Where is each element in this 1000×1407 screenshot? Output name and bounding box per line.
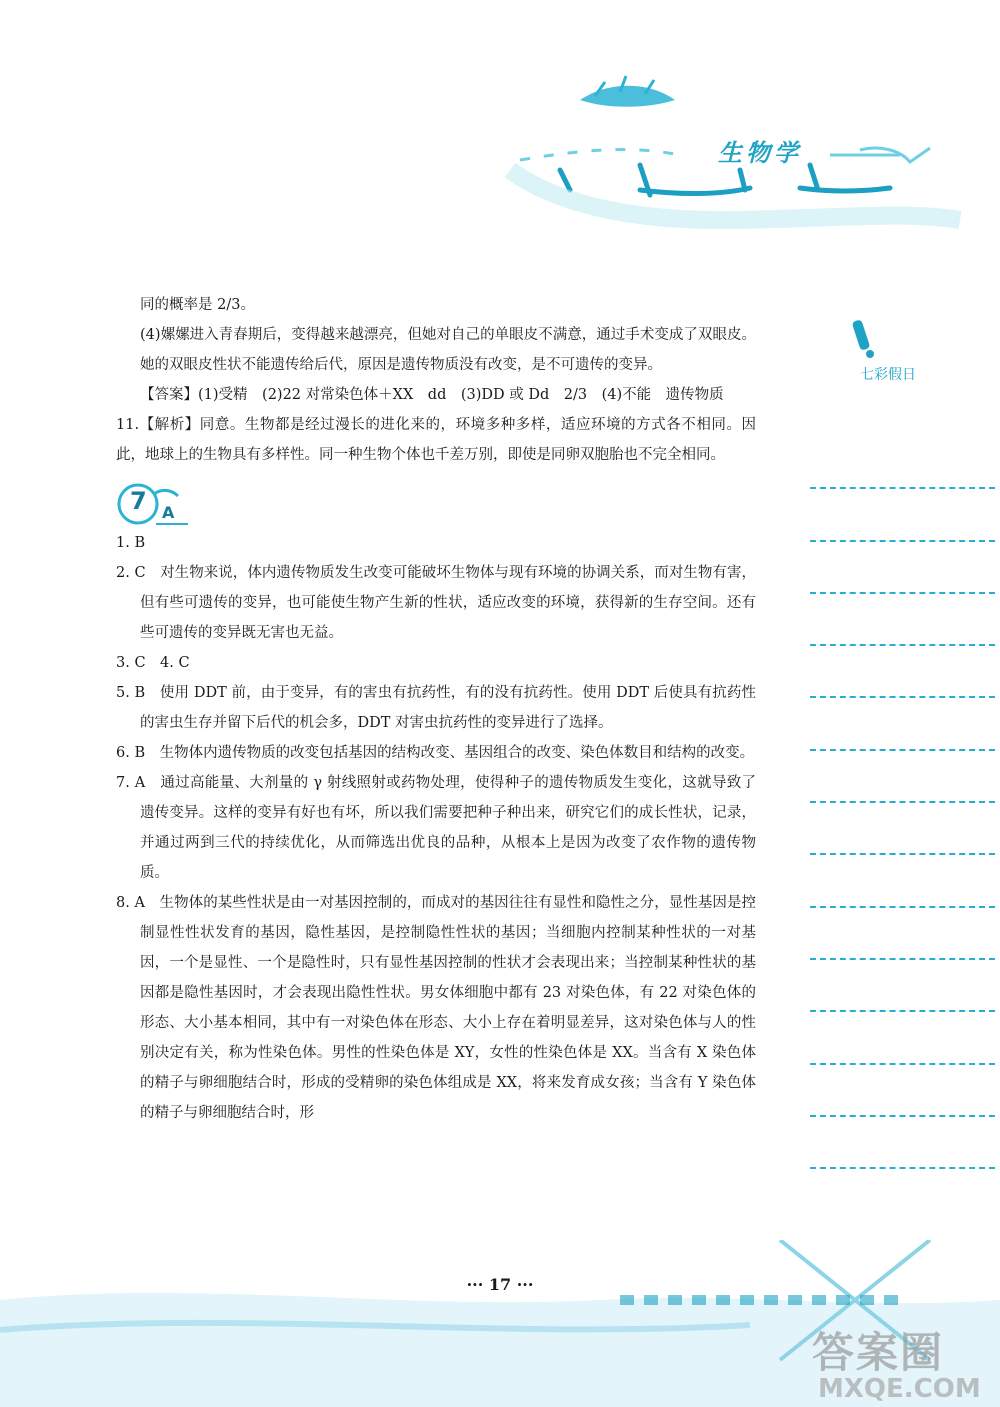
note-line	[810, 1012, 995, 1064]
section-badge-number: 7	[130, 487, 147, 515]
answer-content	[116, 290, 756, 1128]
answer-item: 1. B	[116, 535, 146, 551]
answer-item: 3. C 4. C	[116, 655, 190, 671]
subject-title: 生物学	[718, 139, 802, 167]
section-badge-letter: A	[162, 503, 175, 522]
paragraph: (4)嫘嫘进入青春期后，变得越来越漂亮，但她对自己的单眼皮不满意，通过手术变成了双眼皮。她的双眼皮性状不能遗传给后代，原因是遗传物质没有改变，是不可遗传的变异。	[140, 327, 756, 373]
answer-item: 6. B 生物体内遗传物质的改变包括基因的结构改变、基因组合的改变、染色体数目和结构的改变。	[116, 745, 755, 761]
note-line	[810, 1065, 995, 1117]
note-line	[810, 594, 995, 646]
note-line	[810, 855, 995, 907]
answer-key: 【答案】(1)受精 (2)22 对常染色体＋XX dd (3)DD 或 Dd 2/3 (4)不能 遗传物质	[140, 387, 724, 403]
note-line	[810, 1117, 995, 1169]
answer-item: 5. B 使用 DDT 前，由于变异，有的害虫有抗药性，有的没有抗药性。使用 DDT 后使具有抗药性的害虫生存并留下后代的机会多，DDT 对害虫抗药性的变异进行了选择。	[116, 685, 756, 731]
watermark-text: 答案圈	[812, 1328, 945, 1377]
watermark-url: MXQE.COM	[818, 1374, 981, 1404]
note-line	[810, 803, 995, 855]
pen-icon	[842, 316, 882, 362]
answer-item: 7. A 通过高能量、大剂量的 γ 射线照射或药物处理，使得种子的遗传物质发生变化，这就导致了遗传变异。这样的变异有好也有坏，所以我们需要把种子种出来，研究它们的成长性状，记录，并通过两到三代的持续优化，从而筛选出优良的品种，从根本上是因为改变了农作物的遗传物质。	[116, 775, 756, 881]
answer-item: 2. C 对生物来说，体内遗传物质发生改变可能破坏生物体与现有环境的协调关系，而对生物有害，但有些可遗传的变异，也可能使生物产生新的性状，适应改变的环境，获得新的生存空间。还有些可遗传的变异既无害也无益。	[116, 565, 756, 641]
note-line	[810, 908, 995, 960]
paragraph: 同的概率是 2/3。	[140, 297, 255, 313]
note-line	[810, 751, 995, 803]
note-line	[810, 437, 995, 489]
brand-label: 七彩假日	[860, 367, 916, 383]
note-lines	[810, 437, 995, 1169]
note-line	[810, 960, 995, 1012]
answer-item: 8. A 生物体的某些性状是由一对基因控制的，而成对的基因往往有显性和隐性之分，显性基因是控制显性性状发育的基因，隐性基因，是控制隐性性状的基因；当细胞内控制某种性状的一对基因，一个是显性、一个是隐性时，只有显性基因控制的性状才会表现出来；当控制某种性状的基因都是隐性基因时，才会表现出隐性性状。男女体细胞中都有 23 对染色体，有 22 对染色体的形态、大小基本相同，其中有一对染色体在形态、大小上存在着明显差异，这对染色体与人的性别决定有关，称为性染色体。男性的性染色体是 XY，女性的性染色体是 XX。当含有 X 染色体的精子与卵细胞结合时，形成的受精卵的染色体组成是 XX，将来发育成女孩；当含有 Y 染色体的精子与卵细胞结合时，形	[116, 895, 756, 1121]
section-badge-icon	[116, 480, 196, 526]
note-line	[810, 646, 995, 698]
section-badge	[116, 480, 756, 522]
note-line	[810, 489, 995, 541]
note-line	[810, 542, 995, 594]
page-number: ··· 17 ···	[466, 1275, 534, 1294]
note-line	[810, 698, 995, 750]
item-11: 11.【解析】同意。生物都是经过漫长的进化来的，环境多种多样，适应环境的方式各不相同。因此，地球上的生物具有多样性。同一种生物个体也千差万别，即使是同卵双胞胎也不完全相同。	[116, 417, 756, 463]
